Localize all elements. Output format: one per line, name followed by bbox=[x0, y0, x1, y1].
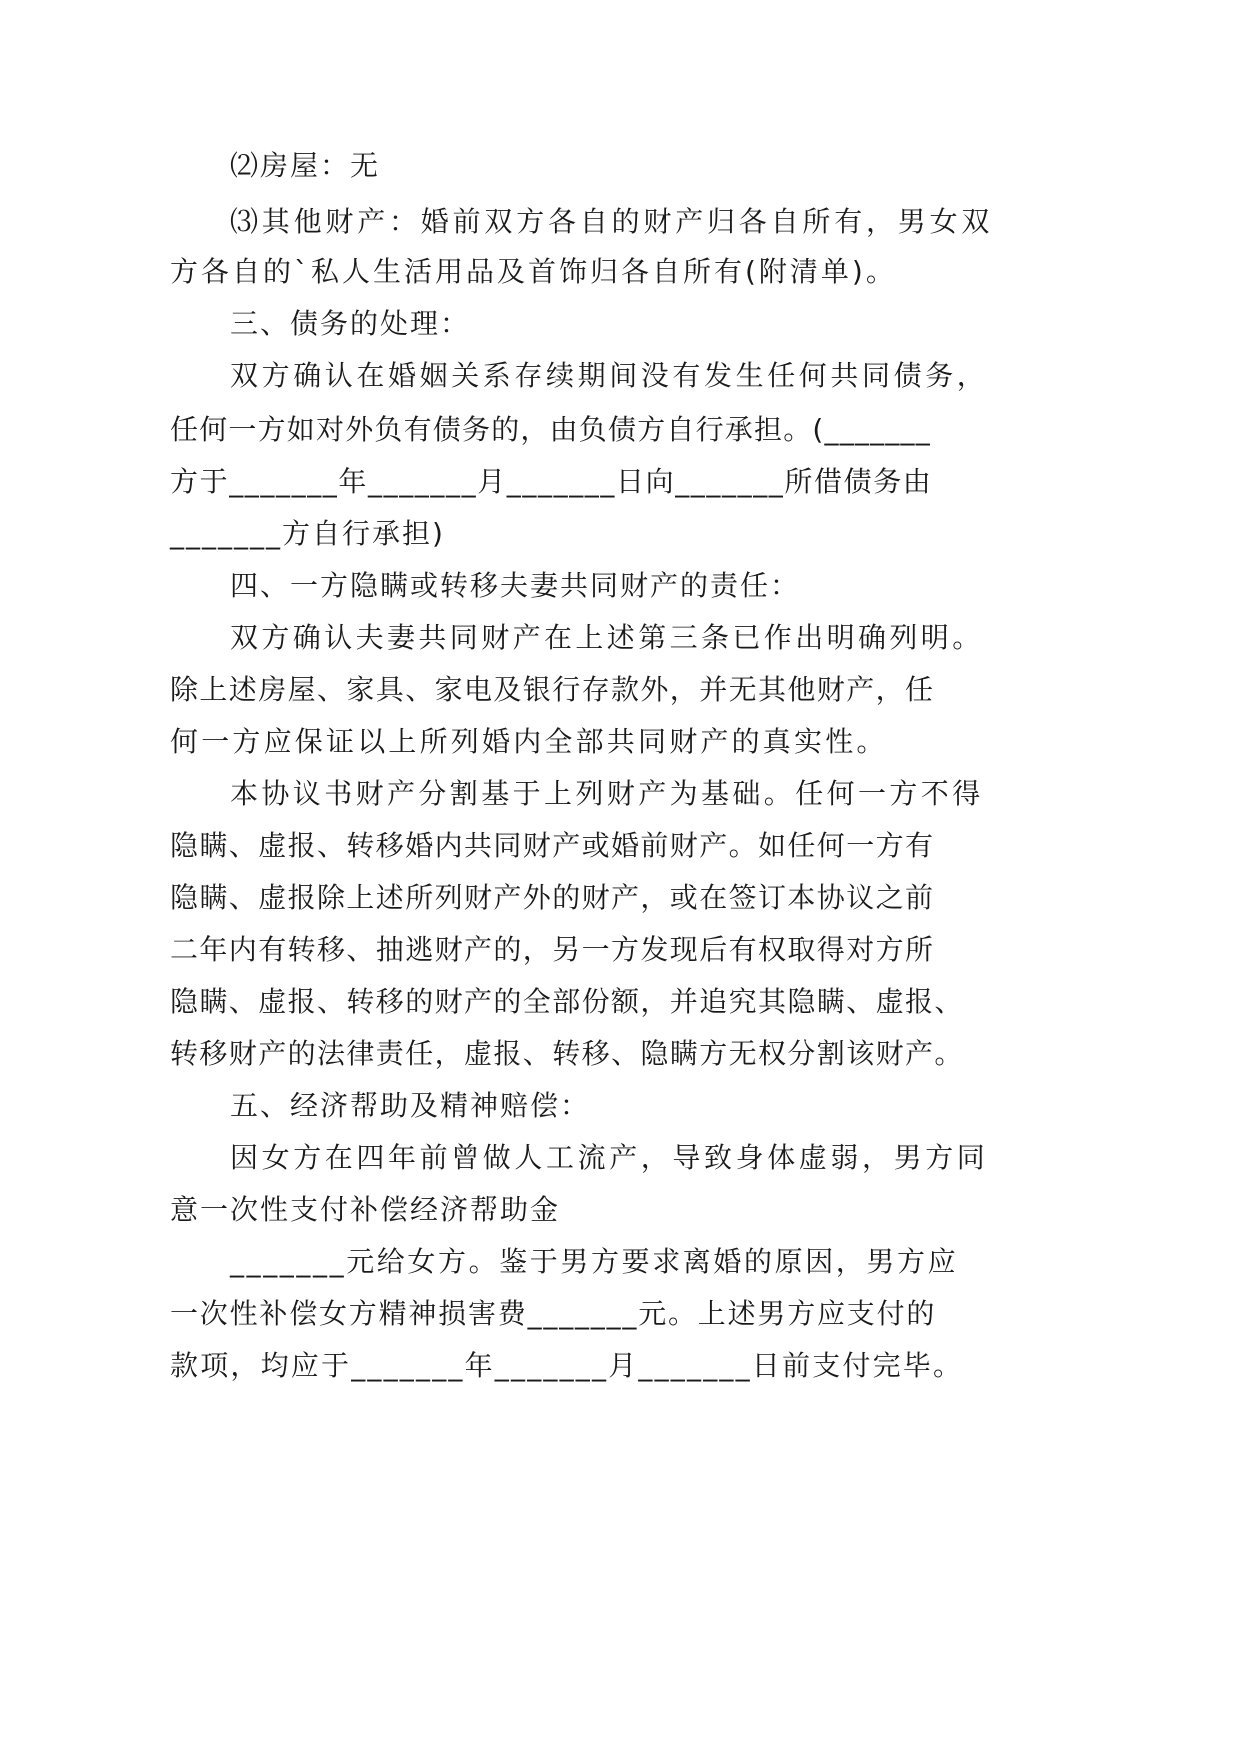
text-line: 二年内有转移、抽逃财产的，另一方发现后有权取得对方所 bbox=[170, 933, 935, 966]
text-line: 隐瞒、虚报、转移婚内共同财产或婚前财产。如任何一方有 bbox=[170, 829, 935, 862]
text-line: ⑶其他财产：婚前双方各自的财产归各自所有，男女双 bbox=[230, 205, 994, 238]
text-line: ⑵房屋：无 bbox=[230, 149, 381, 182]
text-line: 双方确认在婚姻关系存续期间没有发生任何共同债务， bbox=[230, 359, 989, 392]
section-heading: 三、债务的处理： bbox=[230, 307, 471, 340]
text-line: 任何一方如对外负有债务的，由负债方自行承担。(_______ bbox=[170, 413, 931, 446]
text-line: 意一次性支付补偿经济帮助金 bbox=[170, 1193, 561, 1226]
text-line: 除上述房屋、家具、家电及银行存款外，并无其他财产，任 bbox=[170, 673, 935, 706]
text-line: 方各自的`私人生活用品及首饰归各自所有(附清单)。 bbox=[170, 255, 897, 288]
text-line: 隐瞒、虚报除上述所列财产外的财产，或在签订本协议之前 bbox=[170, 881, 935, 914]
section-heading: 四、一方隐瞒或转移夫妻共同财产的责任： bbox=[230, 569, 801, 602]
text-line: 隐瞒、虚报、转移的财产的全部份额，并追究其隐瞒、虚报、 bbox=[170, 985, 964, 1018]
text-line: 本协议书财产分割基于上列财产为基础。任何一方不得 bbox=[230, 777, 984, 810]
text-line: 款项，均应于_______年_______月_______日前支付完毕。 bbox=[170, 1349, 964, 1382]
section-heading: 五、经济帮助及精神赔偿： bbox=[230, 1089, 591, 1122]
text-line: 因女方在四年前曾做人工流产，导致身体虚弱，男方同 bbox=[230, 1141, 989, 1174]
text-line: 一次性补偿女方精神损害费_______元。上述男方应支付的 bbox=[170, 1297, 937, 1330]
text-line: 转移财产的法律责任，虚报、转移、隐瞒方无权分割该财产。 bbox=[170, 1037, 964, 1070]
text-line: 何一方应保证以上所列婚内全部共同财产的真实性。 bbox=[170, 725, 888, 758]
text-line: 方于_______年_______月_______日向_______所借债务由 bbox=[170, 465, 933, 498]
text-line: _______元给女方。鉴于男方要求离婚的原因，男方应 bbox=[230, 1245, 959, 1278]
text-line: _______方自行承担) bbox=[170, 517, 445, 550]
text-line: 双方确认夫妻共同财产在上述第三条已作出明确列明。 bbox=[230, 621, 984, 654]
